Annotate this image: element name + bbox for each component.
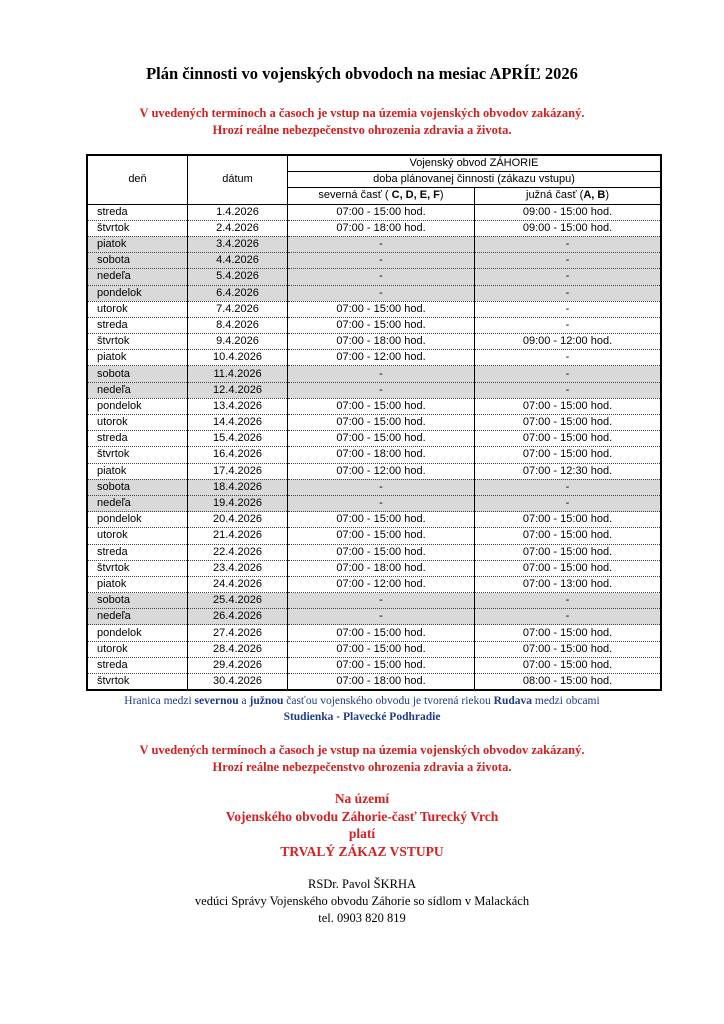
row-south-time: 07:00 - 15:00 hod. — [475, 641, 662, 657]
row-day: piatok — [87, 463, 188, 479]
row-date: 13.4.2026 — [188, 398, 288, 414]
row-day: streda — [87, 544, 188, 560]
row-date: 4.4.2026 — [188, 253, 288, 269]
signature-name: RSDr. Pavol ŠKRHA — [307, 877, 416, 891]
south-suffix: ) — [605, 189, 609, 202]
row-day: pondelok — [87, 512, 188, 528]
row-date: 9.4.2026 — [188, 334, 288, 350]
table-row — [87, 220, 661, 236]
row-north-time: - — [288, 609, 475, 625]
row-north-time: - — [288, 269, 475, 285]
warning-bottom — [0, 742, 724, 776]
row-north-time: 07:00 - 12:00 hod. — [288, 463, 475, 479]
row-north-time: 07:00 - 18:00 hod. — [288, 334, 475, 350]
table-row — [87, 657, 661, 673]
row-day: sobota — [87, 593, 188, 609]
south-prefix: južná časť ( — [526, 189, 584, 202]
border-note — [0, 693, 724, 725]
table-row — [87, 447, 661, 463]
row-north-time: 07:00 - 15:00 hod. — [288, 204, 475, 220]
row-day: sobota — [87, 253, 188, 269]
row-north-time: 07:00 - 12:00 hod. — [288, 350, 475, 366]
row-day: nedeľa — [87, 609, 188, 625]
row-date: 26.4.2026 — [188, 609, 288, 625]
row-date: 18.4.2026 — [188, 479, 288, 495]
doba-header: doba plánovanej činnosti (zákazu vstupu) — [288, 172, 662, 188]
schedule-table — [86, 154, 662, 691]
row-south-time: 07:00 - 15:00 hod. — [475, 528, 662, 544]
table-row — [87, 641, 661, 657]
signature-phone: tel. 0903 820 819 — [318, 911, 406, 925]
row-day: streda — [87, 431, 188, 447]
table-row — [87, 593, 661, 609]
row-day: utorok — [87, 528, 188, 544]
table-row — [87, 253, 661, 269]
row-south-time: - — [475, 236, 662, 252]
row-date: 21.4.2026 — [188, 528, 288, 544]
row-south-time: - — [475, 382, 662, 398]
row-south-time: - — [475, 593, 662, 609]
row-south-time: 07:00 - 12:30 hod. — [475, 463, 662, 479]
row-south-time: 09:00 - 12:00 hod. — [475, 334, 662, 350]
note-part-1: Hranica medzi — [124, 695, 195, 707]
col-header-date: dátum — [188, 155, 288, 204]
row-day: štvrtok — [87, 560, 188, 576]
row-south-time: 07:00 - 15:00 hod. — [475, 625, 662, 641]
row-north-time: - — [288, 593, 475, 609]
note-bold-river: Rudava — [493, 695, 532, 707]
table-row — [87, 398, 661, 414]
row-north-time: 07:00 - 15:00 hod. — [288, 657, 475, 673]
row-north-time: 07:00 - 18:00 hod. — [288, 447, 475, 463]
note-bold-north: severnou — [194, 695, 239, 707]
row-date: 28.4.2026 — [188, 641, 288, 657]
table-row — [87, 512, 661, 528]
row-north-time: 07:00 - 15:00 hod. — [288, 528, 475, 544]
row-day: utorok — [87, 301, 188, 317]
row-date: 10.4.2026 — [188, 350, 288, 366]
row-north-time: 07:00 - 15:00 hod. — [288, 641, 475, 657]
row-day: piatok — [87, 576, 188, 592]
border-note-line-2 — [0, 709, 724, 725]
signature-block — [0, 876, 724, 927]
table-row — [87, 560, 661, 576]
table-row — [87, 495, 661, 511]
row-north-time: 07:00 - 15:00 hod. — [288, 625, 475, 641]
row-north-time: 07:00 - 15:00 hod. — [288, 415, 475, 431]
table-row — [87, 415, 661, 431]
row-north-time: 07:00 - 15:00 hod. — [288, 301, 475, 317]
table-row — [87, 674, 661, 691]
row-date: 27.4.2026 — [188, 625, 288, 641]
row-day: sobota — [87, 479, 188, 495]
table-row — [87, 463, 661, 479]
row-day: piatok — [87, 236, 188, 252]
row-day: nedeľa — [87, 269, 188, 285]
row-day: štvrtok — [87, 334, 188, 350]
table-row — [87, 350, 661, 366]
table-row — [87, 479, 661, 495]
row-north-time: 07:00 - 18:00 hod. — [288, 220, 475, 236]
page-title: Plán činnosti vo vojenských obvodoch na mesiac APRÍĽ 2026 — [146, 64, 578, 83]
warning-top — [0, 105, 724, 139]
north-letters: C, D, E, F — [391, 189, 440, 202]
row-north-time: - — [288, 366, 475, 382]
note-part-3: časťou vojenského obvodu je tvorená riekou — [283, 695, 494, 707]
row-north-time: - — [288, 253, 475, 269]
row-south-time: 07:00 - 15:00 hod. — [475, 398, 662, 414]
row-date: 3.4.2026 — [188, 236, 288, 252]
ban-line-3: platí — [348, 826, 376, 841]
table-row — [87, 366, 661, 382]
table-row — [87, 625, 661, 641]
col-header-day: deň — [87, 155, 188, 204]
table-row — [87, 528, 661, 544]
row-date: 15.4.2026 — [188, 431, 288, 447]
row-date: 16.4.2026 — [188, 447, 288, 463]
row-date: 29.4.2026 — [188, 657, 288, 673]
row-date: 1.4.2026 — [188, 204, 288, 220]
row-north-time: - — [288, 236, 475, 252]
row-south-time: 07:00 - 15:00 hod. — [475, 512, 662, 528]
row-day: pondelok — [87, 625, 188, 641]
row-date: 8.4.2026 — [188, 317, 288, 333]
row-day: nedeľa — [87, 495, 188, 511]
row-south-time: 07:00 - 15:00 hod. — [475, 657, 662, 673]
row-north-time: 07:00 - 12:00 hod. — [288, 576, 475, 592]
row-south-time: 09:00 - 15:00 hod. — [475, 204, 662, 220]
col-header-north — [288, 188, 475, 204]
row-north-time: 07:00 - 15:00 hod. — [288, 544, 475, 560]
row-date: 5.4.2026 — [188, 269, 288, 285]
row-south-time: 07:00 - 15:00 hod. — [475, 560, 662, 576]
row-south-time: - — [475, 269, 662, 285]
row-south-time: 07:00 - 13:00 hod. — [475, 576, 662, 592]
row-day: streda — [87, 657, 188, 673]
row-date: 25.4.2026 — [188, 593, 288, 609]
ban-line-4: TRVALÝ ZÁKAZ VSTUPU — [280, 843, 444, 859]
row-north-time: 07:00 - 18:00 hod. — [288, 560, 475, 576]
row-date: 30.4.2026 — [188, 674, 288, 691]
ban-line-2: Vojenského obvodu Záhorie-časť Turecký Vrch — [225, 808, 499, 824]
row-south-time: - — [475, 366, 662, 382]
row-date: 6.4.2026 — [188, 285, 288, 301]
signature-role: vedúci Správy Vojenského obvodu Záhorie so sídlom v Malackách — [194, 894, 530, 908]
warning-line-2: Hrozí reálne nebezpečenstvo ohrozenia zdravia a života. — [212, 123, 512, 137]
row-date: 19.4.2026 — [188, 495, 288, 511]
table-header-row-1 — [87, 155, 661, 172]
row-north-time: 07:00 - 15:00 hod. — [288, 431, 475, 447]
row-south-time: - — [475, 253, 662, 269]
row-south-time: 07:00 - 15:00 hod. — [475, 431, 662, 447]
obvod-header: Vojenský obvod ZÁHORIE — [288, 155, 662, 172]
row-north-time: - — [288, 382, 475, 398]
warning2-line-1: V uvedených termínoch a časoch je vstup na územia vojenských obvodov zakázaný. — [139, 743, 585, 757]
note-part-4: medzi obcami — [532, 695, 600, 707]
row-day: utorok — [87, 415, 188, 431]
table-row — [87, 382, 661, 398]
row-date: 22.4.2026 — [188, 544, 288, 560]
row-south-time: 09:00 - 15:00 hod. — [475, 220, 662, 236]
row-date: 2.4.2026 — [188, 220, 288, 236]
row-day: pondelok — [87, 398, 188, 414]
row-south-time: - — [475, 285, 662, 301]
row-south-time: - — [475, 350, 662, 366]
row-day: nedeľa — [87, 382, 188, 398]
south-letters: A, B — [583, 189, 606, 202]
row-north-time: 07:00 - 15:00 hod. — [288, 398, 475, 414]
row-date: 20.4.2026 — [188, 512, 288, 528]
row-south-time: 07:00 - 15:00 hod. — [475, 415, 662, 431]
table-row — [87, 204, 661, 220]
row-north-time: - — [288, 479, 475, 495]
table-row — [87, 334, 661, 350]
table-row — [87, 269, 661, 285]
row-day: štvrtok — [87, 674, 188, 691]
row-north-time: 07:00 - 15:00 hod. — [288, 512, 475, 528]
row-north-time: 07:00 - 15:00 hod. — [288, 317, 475, 333]
row-day: pondelok — [87, 285, 188, 301]
row-date: 11.4.2026 — [188, 366, 288, 382]
warning-line-1: V uvedených termínoch a časoch je vstup na územia vojenských obvodov zakázaný. — [139, 106, 585, 120]
north-suffix: ) — [439, 189, 444, 202]
ban-line-1: Na území — [334, 791, 390, 806]
table-row — [87, 317, 661, 333]
row-south-time: - — [475, 301, 662, 317]
row-date: 23.4.2026 — [188, 560, 288, 576]
row-south-time: 07:00 - 15:00 hod. — [475, 447, 662, 463]
row-date: 17.4.2026 — [188, 463, 288, 479]
north-prefix: severná časť ( — [318, 189, 392, 202]
row-date: 12.4.2026 — [188, 382, 288, 398]
row-date: 24.4.2026 — [188, 576, 288, 592]
col-header-south — [475, 188, 662, 204]
table-row — [87, 431, 661, 447]
row-south-time: - — [475, 609, 662, 625]
row-day: piatok — [87, 350, 188, 366]
row-day: štvrtok — [87, 220, 188, 236]
border-note-line-1 — [0, 693, 724, 709]
table-row — [87, 609, 661, 625]
note-villages: Studienka - Plavecké Podhradie — [283, 711, 441, 723]
row-south-time: - — [475, 479, 662, 495]
row-date: 14.4.2026 — [188, 415, 288, 431]
row-date: 7.4.2026 — [188, 301, 288, 317]
row-day: sobota — [87, 366, 188, 382]
table-row — [87, 544, 661, 560]
permanent-ban — [0, 790, 724, 860]
row-north-time: 07:00 - 18:00 hod. — [288, 674, 475, 691]
table-row — [87, 301, 661, 317]
row-day: streda — [87, 204, 188, 220]
row-south-time: - — [475, 495, 662, 511]
note-bold-south: južnou — [249, 695, 284, 707]
row-day: utorok — [87, 641, 188, 657]
row-north-time: - — [288, 285, 475, 301]
row-north-time: - — [288, 495, 475, 511]
warning2-line-2: Hrozí reálne nebezpečenstvo ohrozenia zdravia a života. — [212, 760, 512, 774]
row-day: streda — [87, 317, 188, 333]
row-south-time: 08:00 - 15:00 hod. — [475, 674, 662, 691]
row-south-time: - — [475, 317, 662, 333]
table-row — [87, 285, 661, 301]
note-part-2: a — [238, 695, 250, 707]
row-day: štvrtok — [87, 447, 188, 463]
row-south-time: 07:00 - 15:00 hod. — [475, 544, 662, 560]
table-row — [87, 236, 661, 252]
table-row — [87, 576, 661, 592]
